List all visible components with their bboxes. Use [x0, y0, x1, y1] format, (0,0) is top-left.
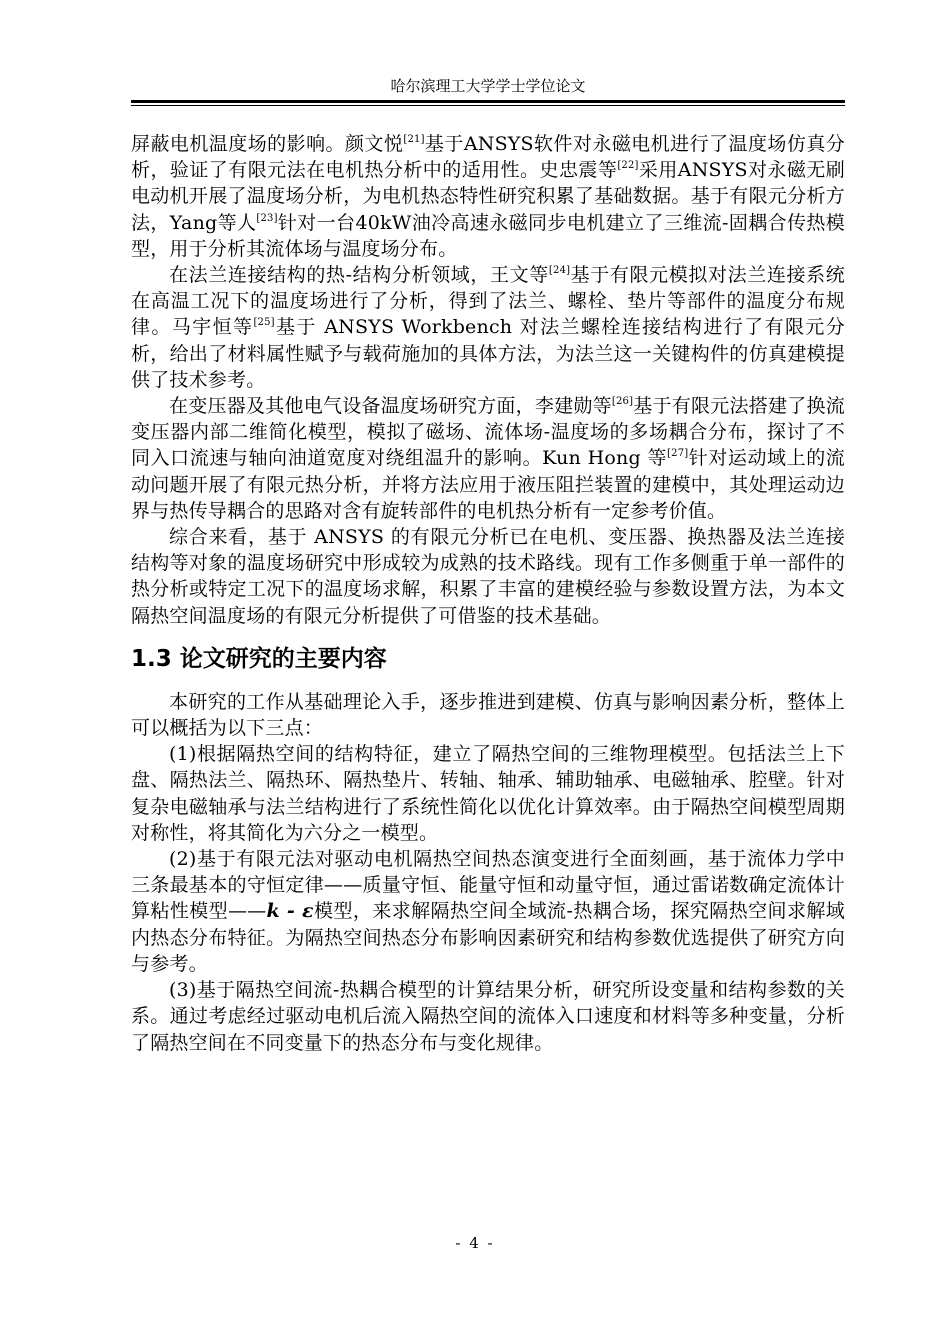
running-header: 哈尔滨理工大学学士学位论文 [390, 77, 586, 95]
text-run: 采用ANSYS对永磁无刷电动机开展了温度场分析，为电机热态特性研究积累了基础数据。基于有限元分析方法，Yang等人 [131, 159, 845, 234]
citation-ref: [25] [253, 317, 275, 329]
text-run: (2)基于有限元法对驱动电机隔热空间热态演变进行全面刻画，基于流体力学中三条最基本的守恒定律——质量守恒、能量守恒和动量守恒，通过雷诺数确定流体计算粘性模型—— [131, 848, 845, 923]
header-rule-thin [131, 105, 845, 106]
citation-ref: [24] [548, 265, 571, 277]
text-run: 模型，来求解隔热空间全域流-热耦合场，探究隔热空间求解域内热态分布特征。为隔热空间热态分布影响因素研究和结构参数优选提供了研究方向与参考。 [131, 900, 845, 975]
text-run: 针对运动域上的流动问题开展了有限元热分析，并将方法应用于液压阻拦装置的建模中，其处理运动边界与热传导耦合的思路对含有旋转部件的电机热分析有一定参考价值。 [131, 447, 845, 522]
paragraph-research-intro: 本研究的工作从基础理论入手，逐步推进到建模、仿真与影响因素分析，整体上可以概括为以下三点： [131, 690, 845, 740]
k-epsilon-formula: k - ε [266, 900, 314, 923]
text-run: 在法兰连接结构的热-结构分析领域，王文等 [169, 264, 549, 287]
text-run: 基于ANSYS软件对永磁电机进行了温度场仿真分析，验证了有限元法在电机热分析中的适用性。史忠震等 [131, 133, 845, 182]
text-run: 基于有限元法搭建了换流变压器内部二维简化模型，模拟了磁场、流体场-温度场的多场耦合分布，探讨了不同入口流速与轴向油道宽度对绕组温升的影响。Kun Hong 等 [131, 395, 845, 470]
citation-ref: [26] [611, 396, 634, 408]
paragraph-point-1: (1)根据隔热空间的结构特征，建立了隔热空间的三维物理模型。包括法兰上下盘、隔热法兰、隔热环、隔热垫片、转轴、轴承、辅助轴承、电磁轴承、腔壁。针对复杂电磁轴承与法兰结构进行了系统性简化以优化计算效率。由于隔热空间模型周期对称性，将其简化为六分之一模型。 [131, 743, 845, 844]
text-run: 基于 ANSYS Workbench 对法兰螺栓连接结构进行了有限元分析，给出了材料属性赋予与载荷施加的具体方法，为法兰这一关键构件的仿真建模提供了技术参考。 [131, 316, 845, 391]
text-run: 在变压器及其他电气设备温度场研究方面，李建勋等 [169, 395, 612, 418]
paragraph-summary: 综合来看，基于 ANSYS 的有限元分析已在电机、变压器、换热器及法兰连接结构等对象的温度场研究中形成较为成熟的技术路线。现有工作多侧重于单一部件的热分析或特定工况下的温度场求解，积累了丰富的建模经验与参数设置方法，为本文隔热空间温度场的有限元分析提供了可借鉴的技术基础。 [131, 526, 845, 627]
page-body [131, 131, 845, 1056]
text-run: 屏蔽电机温度场的影响。颜文悦 [131, 133, 404, 155]
header-rule-thick [131, 100, 845, 103]
citation-ref: [27] [667, 448, 689, 460]
citation-ref: [23] [256, 212, 278, 224]
section-heading: 1.3 论文研究的主要内容 [131, 645, 387, 672]
paragraph-point-3: (3)基于隔热空间流-热耦合模型的计算结果分析，研究所设变量和结构参数的关系。通过考虑经过驱动电机后流入隔热空间的流体入口速度和材料等多种变量，分析了隔热空间在不同变量下的热态分布与变化规律。 [131, 979, 845, 1054]
paragraph-flange-analysis [131, 262, 845, 393]
paragraph-transformer-analysis [131, 393, 845, 524]
text-run: 基于有限元模拟对法兰连接系统在高温工况下的温度场进行了分析，得到了法兰、螺栓、垫片等部件的温度分布规律。马宇恒等 [131, 264, 845, 339]
page-number: - 4 - [455, 1234, 495, 1252]
citation-ref: [21] [403, 134, 425, 145]
paragraph-motor-temperature-field [131, 131, 845, 262]
text-run: 针对一台40kW油冷高速永磁同步电机建立了三维流-固耦合传热模型，用于分析其流体场与温度场分布。 [131, 211, 845, 260]
paragraph-point-2 [131, 846, 845, 977]
citation-ref: [22] [617, 160, 639, 172]
